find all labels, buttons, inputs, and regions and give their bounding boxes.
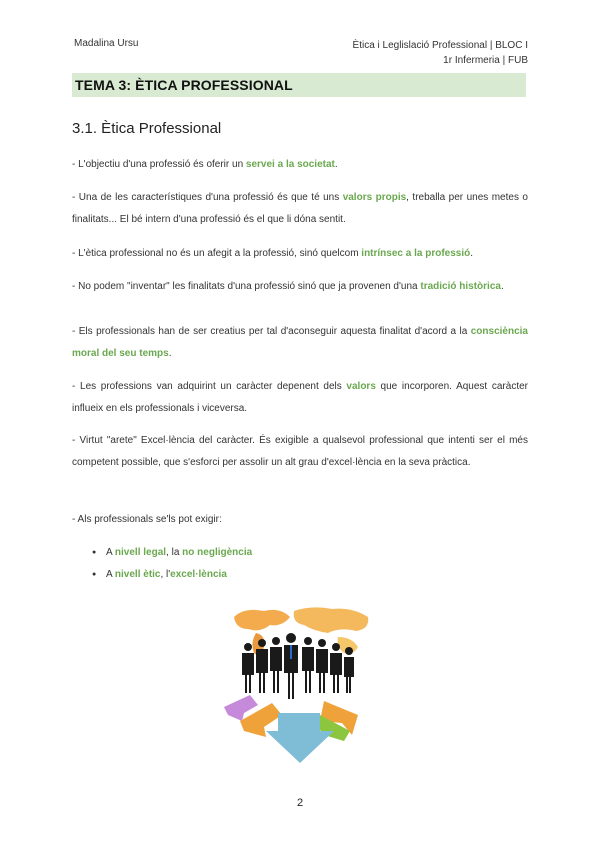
paragraph-4: - No podem "inventar" les finalitats d'una professió sinó que ja provenen d'una tradició històrica. bbox=[72, 281, 504, 292]
highlight: tradició històrica bbox=[420, 281, 501, 292]
paragraph-5: - Els professionals han de ser creatius per tal d'aconseguir aquesta finalitat d'acord a la consciència moral del seu temps. bbox=[72, 326, 528, 359]
page-number: 2 bbox=[296, 797, 304, 809]
paragraph-1: - L'objectiu d'una professió és oferir un servei a la societat. bbox=[72, 159, 338, 170]
business-people-illustration bbox=[220, 603, 380, 763]
paragraph-3: - L'ètica professional no és un afegit a la professió, sinó quelcom intrínsec a la professió. bbox=[72, 248, 474, 259]
highlight: consciència moral del seu temps bbox=[72, 326, 528, 359]
header-course-info bbox=[353, 38, 528, 68]
bullet-list bbox=[92, 542, 252, 586]
highlight: servei a la societat bbox=[245, 159, 335, 170]
list-item: ● A nivell legal, la no negligència bbox=[92, 542, 252, 564]
paragraph-6: - Les professions van adquirint un caràcter depenent dels valors que incorporen. Aquest caràcter influeix en els professionals i viceversa. bbox=[72, 381, 528, 414]
paragraph-7: - Virtut "arete" Excel·lència del caràcter. És exigible a qualsevol professional que intenti ser el més competent possible, que s'esforci per assolir un alt grau d'excel·lència en la seva pràctica. bbox=[72, 435, 528, 468]
paragraph-2: - Una de les característiques d'una professió és que té uns valors propis, treballa per unes metes o finalitats... El bé intern d'una professió és el que li dóna sentit. bbox=[72, 192, 528, 225]
title-bar bbox=[72, 73, 526, 97]
paragraph-8: - Als professionals se'ls pot exigir: bbox=[72, 514, 222, 525]
highlight: valors propis bbox=[342, 192, 407, 203]
page-title: TEMA 3: ÈTICA PROFESSIONAL bbox=[75, 77, 293, 93]
header-course: Ètica i Leglislació Professional | BLOC I bbox=[352, 40, 528, 51]
people-silhouettes bbox=[242, 633, 354, 699]
list-item: ● A nivell ètic, l'excel·lència bbox=[92, 564, 252, 586]
header-author: Madalina Ursu bbox=[74, 38, 139, 49]
header-program: 1r Infermeria | FUB bbox=[443, 55, 528, 66]
highlight: intrínsec a la professió bbox=[361, 248, 471, 259]
highlight: valors bbox=[346, 381, 376, 392]
section-heading: 3.1. Ètica Professional bbox=[72, 120, 222, 137]
